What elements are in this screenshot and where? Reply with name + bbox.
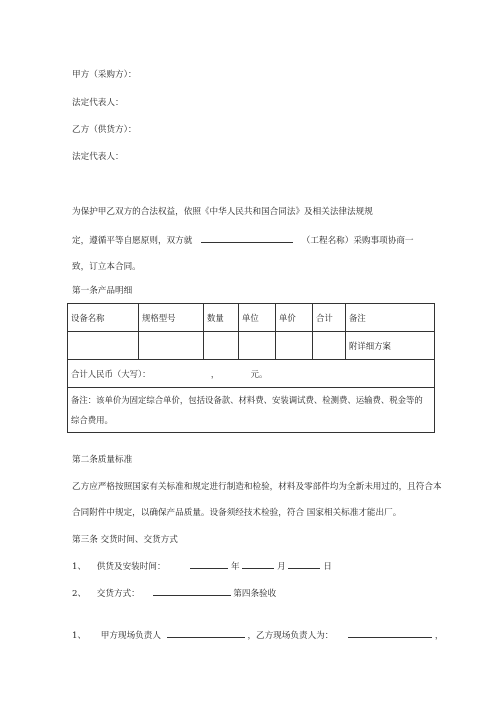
cell-device-name[interactable] (68, 332, 139, 360)
remark-row (68, 388, 435, 433)
article-4-title: 第四条验收 (233, 589, 277, 599)
item-number: 1、 (72, 562, 87, 572)
delivery-time-label: 供货及安装时间： (96, 562, 166, 572)
total-separator: ， (210, 368, 220, 379)
delivery-time-line (72, 559, 332, 572)
header-spec-model: 规格型号 (139, 304, 204, 332)
year-label: 年 (231, 562, 240, 572)
seller-rep-label: 法定代表人： (72, 152, 124, 162)
preamble-text-a: 定，遵循平等自愿原则，双方就 (72, 236, 193, 246)
article-2-line-2: 合同附件中规定，以确保产品质量。设备须经技术检验，符合 国家相关标准才能出厂。 (72, 508, 402, 518)
item-number: 1、 (72, 631, 87, 641)
buyer-site-manager-blank[interactable] (167, 628, 245, 638)
total-unit: 元。 (250, 368, 268, 379)
seller-site-manager-blank[interactable] (348, 628, 432, 638)
header-remarks: 备注 (346, 304, 435, 332)
preamble-line-1: 为保护甲乙双方的合法权益，依照《中华人民共和国合同法》及相关法律法规规 (72, 207, 373, 217)
header-device-name: 设备名称 (68, 304, 139, 332)
day-label: 日 (323, 562, 332, 572)
delivery-method-blank[interactable] (153, 586, 231, 596)
delivery-method-label: 交货方式： (96, 589, 140, 599)
seller-label: 乙方（供货方）： (72, 125, 137, 135)
seller-site-manager-label: ，乙方现场负责人为： (247, 631, 334, 641)
buyer-rep-label: 法定代表人： (72, 98, 124, 108)
site-manager-line (72, 628, 443, 641)
table-header-row (68, 304, 435, 332)
end-comma: ， (434, 631, 444, 641)
cell-unit-price[interactable] (276, 332, 313, 360)
cell-spec-model[interactable] (139, 332, 204, 360)
preamble-line-3: 致，订立本合同。 (72, 262, 141, 272)
total-cell (68, 360, 435, 388)
cell-quantity[interactable] (204, 332, 239, 360)
project-name-blank[interactable] (201, 233, 293, 243)
item-number: 2、 (72, 589, 87, 599)
product-table (67, 303, 435, 433)
header-unit: 单位 (239, 304, 276, 332)
table-row (68, 332, 435, 360)
article-2-title: 第二条质量标准 (72, 455, 133, 465)
year-blank[interactable] (190, 559, 228, 569)
month-label: 月 (277, 562, 286, 572)
month-blank[interactable] (242, 559, 274, 569)
total-label: 合计人民币（大写）： (71, 368, 151, 379)
remark-cell: 备注：该单价为固定综合单价，包括设备款、材料费、安装调试费、检测费、运输费、税金等的综合费用。 (68, 388, 435, 433)
day-blank[interactable] (288, 559, 320, 569)
article-3-title: 第三条 交货时间、交货方式 (72, 535, 178, 545)
cell-subtotal[interactable] (313, 332, 346, 360)
buyer-site-manager-label: 甲方现场负责人 (100, 631, 161, 641)
preamble-line-2 (72, 233, 414, 246)
total-row (68, 360, 435, 388)
header-unit-price: 单价 (276, 304, 313, 332)
header-subtotal: 合计 (313, 304, 346, 332)
article-1-title: 第一条产品明细 (72, 286, 133, 296)
header-quantity: 数量 (204, 304, 239, 332)
article-2-line-1: 乙方应严格按照国家有关标准和规定进行制造和检验，材料及零部件均为全新未用过的，且符合本 (72, 482, 442, 492)
cell-remarks: 附详细方案 (346, 332, 435, 360)
cell-unit[interactable] (239, 332, 276, 360)
delivery-method-line (72, 586, 276, 599)
buyer-label: 甲方（采购方）： (72, 70, 137, 80)
preamble-text-b: （工程名称）采购事项协商一 (301, 236, 414, 246)
